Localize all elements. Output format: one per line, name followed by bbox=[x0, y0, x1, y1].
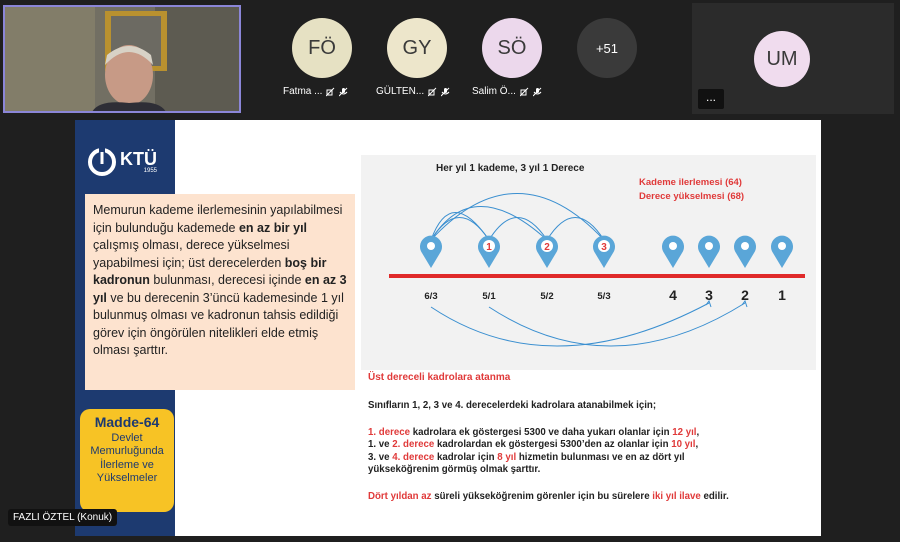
requirement-line: yükseköğrenim görmüş olmak şarttır. bbox=[368, 464, 541, 475]
participant-name: Salim Ö... bbox=[472, 86, 516, 97]
more-options-button[interactable]: ... bbox=[698, 89, 724, 109]
requirement-note: Dört yıldan az süreli yükseköğrenim görenler için bu sürelere iki yıl ilave edilir. bbox=[368, 490, 729, 502]
camera-off-icon bbox=[326, 87, 335, 97]
timeline-pin bbox=[771, 236, 793, 268]
madde-badge bbox=[80, 409, 174, 512]
self-video-tile[interactable] bbox=[692, 3, 894, 114]
logo-text: KTÜ bbox=[120, 149, 157, 169]
degree-label: 1 bbox=[778, 287, 786, 303]
madde-line: Memurluğunda bbox=[90, 445, 164, 457]
presenter-video-image bbox=[5, 7, 241, 113]
assignment-arc bbox=[489, 303, 745, 346]
logo-year: 1955 bbox=[143, 168, 157, 174]
tick-label: 6/3 bbox=[424, 291, 438, 302]
timeline-pin bbox=[698, 236, 720, 268]
timeline-pin bbox=[662, 236, 684, 268]
shared-slide bbox=[75, 120, 821, 536]
camera-off-icon bbox=[428, 87, 437, 97]
intro-line: Sınıfların 1, 2, 3 ve 4. derecelerdeki kadrolara atanabilmek için; bbox=[368, 400, 657, 411]
diagram-panel bbox=[361, 155, 816, 370]
mic-off-icon bbox=[441, 87, 450, 97]
paragraph-text: çalışmış olması, derece yükselmesi yapabilmesi için; üst derecelerden bbox=[93, 238, 290, 270]
pin-number: 2 bbox=[544, 242, 550, 253]
timeline-pin bbox=[593, 236, 615, 268]
timeline-pin bbox=[734, 236, 756, 268]
requirements-text bbox=[368, 400, 818, 503]
bold-phrase: boş bir kadronun bbox=[93, 255, 327, 287]
tick-label: 5/2 bbox=[540, 291, 554, 302]
avatar: GY bbox=[387, 18, 447, 78]
requirement-line: 1. ve 2. derece kadrolardan ek göstergesi 5300’den az olanlar için 10 yıl, bbox=[368, 439, 699, 450]
kademe-arc bbox=[547, 218, 604, 241]
madde-title: Madde-64 bbox=[94, 414, 160, 430]
participant-fo[interactable] bbox=[292, 18, 352, 78]
tick-label: 5/3 bbox=[597, 291, 611, 302]
bold-phrase: en az 3 yıl bbox=[93, 273, 347, 305]
mic-off-icon bbox=[339, 87, 348, 97]
section-title: Üst dereceli kadrolara atanma bbox=[368, 372, 511, 383]
bold-phrase: en az bir yıl bbox=[238, 220, 308, 235]
madde-line: Yükselmeler bbox=[96, 472, 158, 484]
avatar: SÖ bbox=[482, 18, 542, 78]
legend-kademe: Kademe ilerlemesi (64) bbox=[639, 177, 742, 188]
degree-label: 2 bbox=[741, 287, 749, 303]
timeline-pin bbox=[420, 236, 442, 268]
kademe-arc bbox=[489, 218, 547, 241]
paragraph-text: ve bu derecenin 3’üncü kademesinde 1 yıl bulunmuş olması ve kadronun tahsis edildiği görev için öngörülen nitelikleri elde etmiş olması şarttır. bbox=[93, 290, 344, 357]
requirement-line: 1. derece kadrolara ek göstergesi 5300 ve daha yukarı olanlar için 12 yıl, bbox=[368, 426, 700, 438]
paragraph-text: Memurun kademe ilerlemesinin yapılabilmesi için bulunduğu kademede bbox=[93, 203, 343, 235]
ktu-logo bbox=[87, 147, 157, 177]
description-box bbox=[85, 194, 355, 390]
promotion-timeline bbox=[361, 155, 816, 370]
legend-derece: Derece yükselmesi (68) bbox=[639, 191, 745, 202]
degree-label: 3 bbox=[705, 287, 713, 303]
camera-off-icon bbox=[520, 87, 529, 97]
pin-number: 1 bbox=[486, 242, 492, 253]
timeline-pin bbox=[536, 236, 558, 268]
derece-arc bbox=[431, 194, 604, 241]
paragraph-text: bulunması, derecesi içinde bbox=[149, 273, 305, 287]
assignment-arc bbox=[431, 303, 709, 346]
mic-off-icon bbox=[533, 87, 542, 97]
participant-name: Fatma ... bbox=[283, 86, 323, 97]
presenter-video-tile[interactable] bbox=[3, 5, 241, 113]
participant-gy[interactable] bbox=[387, 18, 447, 78]
diagram-header: Her yıl 1 kademe, 3 yıl 1 Derece bbox=[436, 163, 585, 174]
participant-name: GÜLTEN... bbox=[376, 86, 425, 97]
derece-arc bbox=[431, 213, 489, 241]
timeline-pin bbox=[478, 236, 500, 268]
more-participants-button[interactable]: +51 bbox=[577, 18, 637, 78]
timeline-line bbox=[389, 274, 805, 278]
requirement-line: 3. ve 4. derece kadrolar için 8 yıl hizmetin bulunması ve en az dört yıl bbox=[368, 451, 685, 463]
avatar: UM bbox=[754, 31, 810, 87]
tick-label: 5/1 bbox=[482, 291, 496, 302]
madde-line: İlerleme ve bbox=[100, 458, 154, 471]
participant-label bbox=[376, 86, 450, 97]
madde-line: Devlet bbox=[111, 431, 143, 444]
pin-number: 3 bbox=[601, 242, 607, 253]
degree-label: 4 bbox=[669, 287, 677, 303]
avatar: FÖ bbox=[292, 18, 352, 78]
participant-label bbox=[472, 86, 542, 97]
participant-so[interactable] bbox=[482, 18, 542, 78]
participant-label bbox=[283, 86, 348, 97]
ktu-emblem-icon bbox=[87, 147, 117, 177]
presenter-name-label: FAZLI ÖZTEL (Konuk) bbox=[8, 509, 117, 526]
